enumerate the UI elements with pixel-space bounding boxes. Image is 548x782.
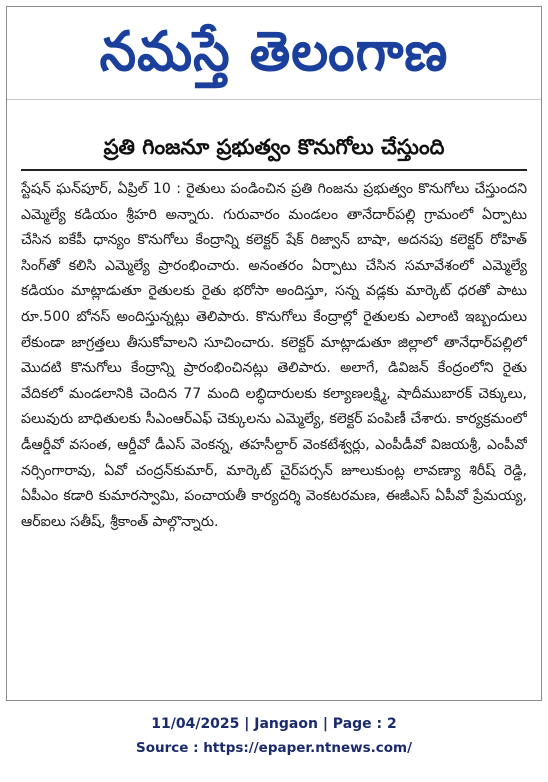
- article-headline: [21, 127, 527, 171]
- headline-text: ప్రతి గింజనూ ప్రభుత్వం కొనుగోలు చేస్తుంది: [103, 135, 445, 159]
- masthead: [7, 11, 541, 93]
- news-clipping: [6, 6, 542, 701]
- article-dateline: స్టేషన్ ఘన్‌పూర్, ఏప్రిల్ 10 :: [21, 181, 187, 197]
- article-text: రైతులు పండించిన ప్రతి గింజను ప్రభుత్వం కొనుగోలు చేస్తుందని ఎమ్మెల్యే కడియం శ్రీహరి అన్నారు. గురువారం మండలం తానేదార్‌పల్లి గ్రామంలో ఏర్పాటు చేసిన ఐకేపీ ధాన్యం కొనుగోలు కేంద్రాన్ని కలెక్టర్ షేక్ రిజ్వాన్ బాషా, అదనపు కలెక్టర్ రోహిత్ సింగ్‌తో కలిసి ఎమ్మెల్యే ప్రారంభించారు. అనంతరం ఏర్పాటు చేసిన సమావేశంలో ఎమ్మెల్యే కడియం మాట్లాడుతూ రైతులకు రైతు భరోసా అందిస్తూ, సన్న వడ్లకు మార్కెట్ ధరతో పాటు రూ.500 బోనస్ అందిస్తున్నట్లు తెలిపారు. కొనుగోలు కేంద్రాల్లో రైతులకు ఎలాంటి ఇబ్బందులు లేకుండా జాగ్రత్తలు తీసుకోవాలని సూచించారు. కలెక్టర్ మాట్లాడుతూ జిల్లాలో తానేధార్‌పల్లిలో మొదటి కొనుగోలు కేంద్రాన్ని ప్రారంభించినట్లు తెలిపారు. అలాగే, డివిజన్ కేంద్రంలోని రైతు వేదికలో మండలానికి చెందిన 77 మంది లబ్ధిదారులకు కల్యాణలక్ష్మి, షాదీముబారక్ చెక్కులు, పలువురు బాధితులకు సీఎంఆర్‌ఎఫ్ చెక్కులను ఎమ్మెల్యే, కలెక్టర్ పంపిణీ చేశారు. కార్యక్రమంలో డీఆర్డీవో వసంత, ఆర్డీవో డీఎస్ వెంకన్న, తహసీల్దార్ వెంకటేశ్వర్లు, ఎంపీడీవో విజయశ్రీ, ఎంపీవో నర్సింగారావు, ఏవో చంద్రన్‌కుమార్, మార్కెట్ చైర్‌పర్సన్ జూలుకుంట్ల లావణ్యా శిరీష్ రెడ్డి, ఏపీఎం కడారి కుమారస్వామి, పంచాయతీ కార్యదర్శి వెంకటరమణ, ఈజీఎస్ ఏపీవో ప్రేమయ్య, ఆర్‌ఐలు సతీష్, శ్రీకాంత్ పాల్గొన్నారు.: [21, 181, 527, 530]
- article-body: [21, 177, 527, 694]
- source-link[interactable]: Source : https://epaper.ntnews.com/: [135, 740, 413, 756]
- masthead-divider: [7, 99, 541, 100]
- edition-info: 11/04/2025 | Jangaon | Page : 2: [151, 716, 397, 732]
- masthead-logo: నమస్తే తెలంగాణ: [99, 20, 449, 84]
